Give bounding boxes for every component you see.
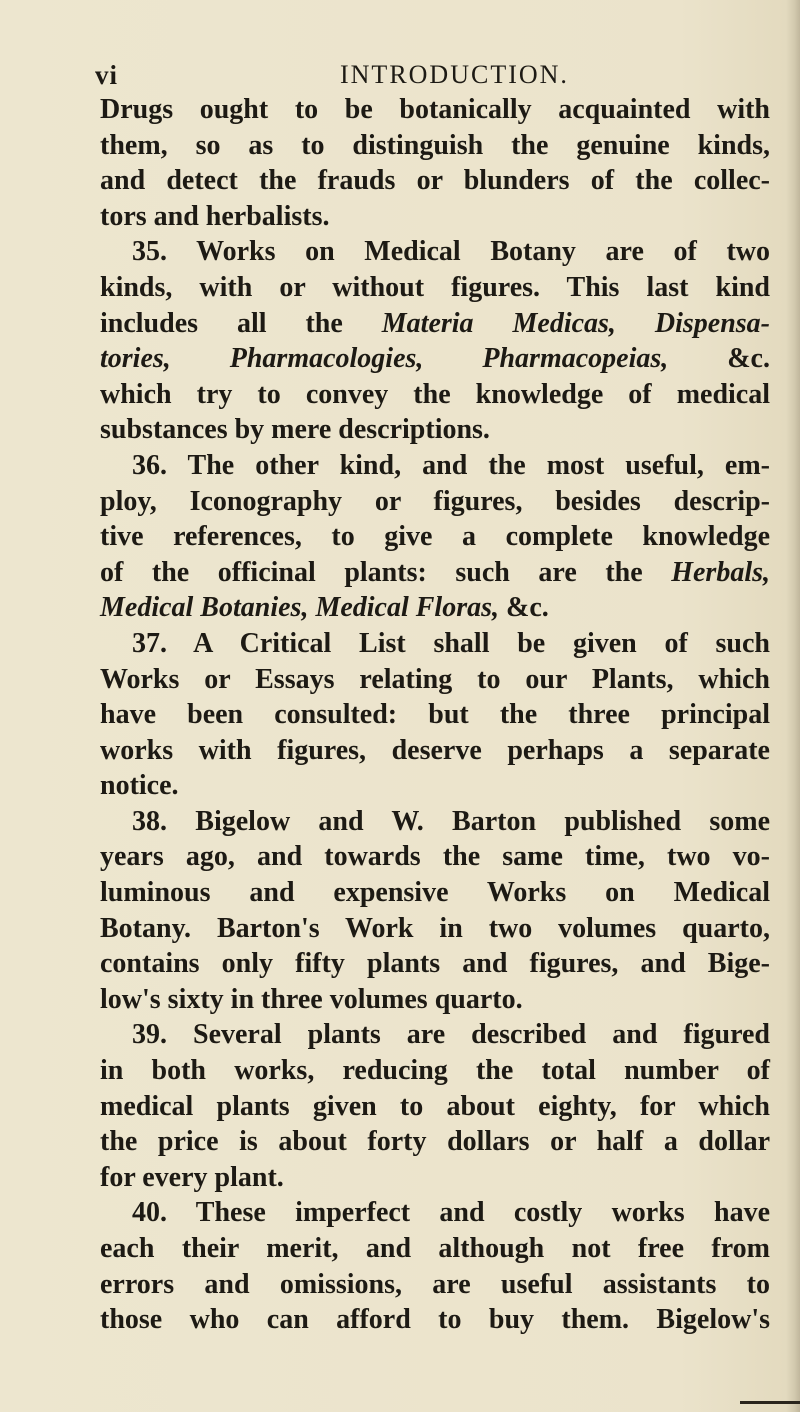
text-line: Medical Botanies, Medical Floras, &c. [100, 592, 549, 624]
text-line: works with figures, deserve perhaps a separate [100, 734, 770, 766]
text-line: the price is about forty dollars or half a dollar [100, 1126, 770, 1158]
text-line: 36. The other kind, and the most useful, em- [132, 449, 770, 481]
text-line: have been consulted: but the three principal [100, 699, 770, 731]
text-line: 37. A Critical List shall be given of such [132, 627, 770, 659]
text-line: 35. Works on Medical Botany are of two [132, 236, 770, 268]
text-line: errors and omissions, are useful assistants to [100, 1268, 770, 1300]
text-line: which try to convey the knowledge of medical [100, 378, 770, 410]
text-line: of the officinal plants: such are the Herbals, [100, 556, 770, 588]
body-text [100, 92, 770, 1338]
page-bottom-rule [740, 1401, 800, 1404]
text-line: tors and herbalists. [100, 200, 330, 232]
text-line: ploy, Iconography or figures, besides descrip- [100, 485, 770, 517]
text-line: luminous and expensive Works on Medical [100, 877, 770, 909]
text-line: contains only fifty plants and figures, and Bige- [100, 948, 770, 980]
text-line: medical plants given to about eighty, for which [100, 1090, 770, 1122]
text-line: Works or Essays relating to our Plants, which [100, 663, 770, 695]
text-line: notice. [100, 770, 179, 802]
text-line: substances by mere descriptions. [100, 414, 490, 446]
text-line: tories, Pharmacologies, Pharmacopeias, &c. [100, 343, 770, 375]
page-header [95, 60, 775, 92]
text-line: them, so as to distinguish the genuine kinds, [100, 129, 770, 161]
text-line: those who can afford to buy them. Bigelow's [100, 1304, 770, 1336]
text-line: for every plant. [100, 1161, 284, 1193]
text-line: and detect the frauds or blunders of the collec- [100, 165, 770, 197]
text-line: each their merit, and although not free from [100, 1233, 770, 1264]
running-title: INTRODUCTION. [340, 60, 569, 89]
page-number: vi [95, 60, 119, 90]
text-line: 40. These imperfect and costly works have [132, 1197, 770, 1229]
text-line: tive references, to give a complete knowledge [100, 521, 770, 553]
text-line: kinds, with or without figures. This last kind [100, 271, 770, 303]
text-line: low's sixty in three volumes quarto. [100, 983, 523, 1015]
text-line: 38. Bigelow and W. Barton published some [132, 805, 770, 837]
page-edge-shadow [786, 0, 800, 1412]
text-line: years ago, and towards the same time, two vo- [100, 841, 770, 873]
text-line: in both works, reducing the total number of [100, 1055, 770, 1087]
text-line: Drugs ought to be botanically acquainted with [100, 94, 770, 125]
text-line: 39. Several plants are described and figured [132, 1019, 770, 1051]
text-line: includes all the Materia Medicas, Dispensa- [100, 307, 770, 339]
text-line: Botany. Barton's Work in two volumes quarto, [100, 912, 770, 944]
